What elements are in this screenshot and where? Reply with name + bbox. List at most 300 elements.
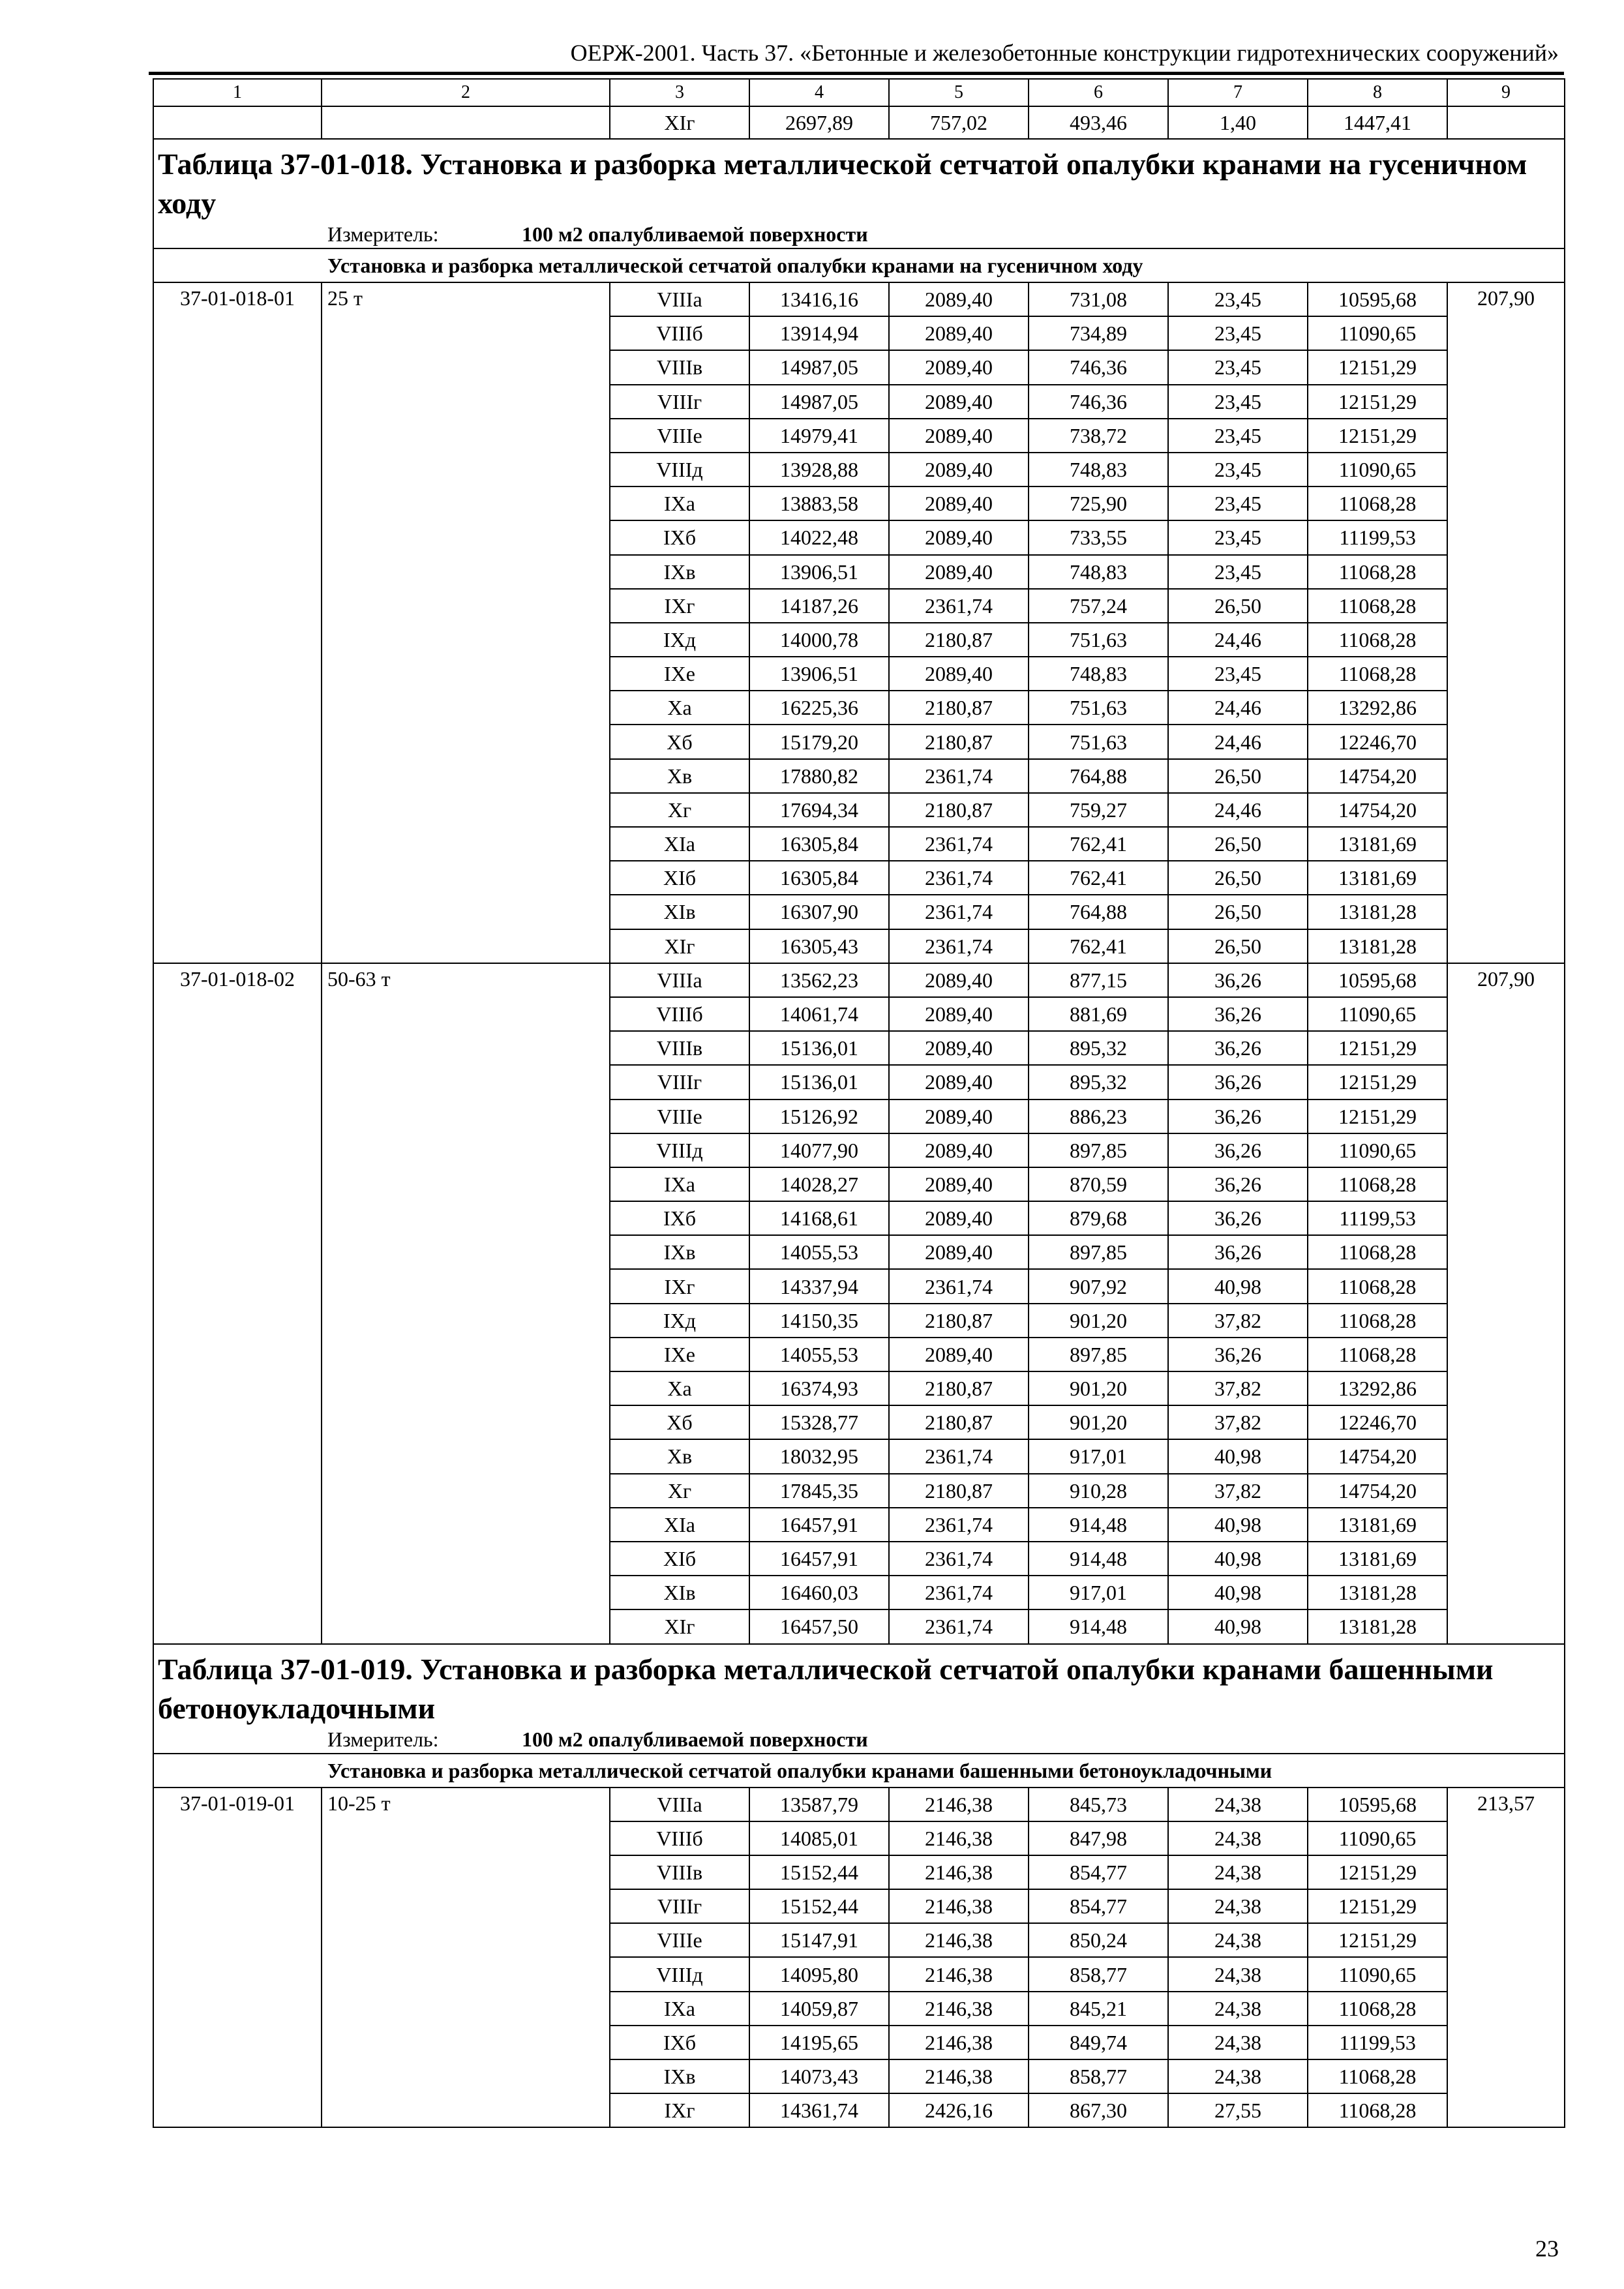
value-cell: 748,83 [1029,453,1168,486]
value-cell: 15152,44 [749,1889,889,1923]
zone-cell: IXд [610,623,749,657]
measure-label: Измеритель: [327,1727,439,1751]
zone-cell: VIIIб [610,997,749,1031]
value-cell: 14000,78 [749,623,889,657]
value-cell: 15179,20 [749,725,889,758]
value-cell: 11068,28 [1308,623,1447,657]
value-cell: 23,45 [1168,385,1308,419]
value-cell: 12151,29 [1308,350,1447,384]
value-cell: 11090,65 [1308,1821,1447,1855]
running-header: ОЕРЖ-2001. Часть 37. «Бетонные и железобетонные конструкции гидротехнических сооружений» [570,40,1559,66]
column-number-row [153,79,1565,106]
value-cell: 14022,48 [749,520,889,554]
table-title: Таблица 37-01-019. Установка и разборка металлической сетчатой опалубки кранами башенными бетоноукладочными [153,1644,1565,1728]
value-cell: 24,38 [1168,1923,1308,1957]
value-cell: 870,59 [1029,1167,1168,1201]
value-cell: 13906,51 [749,657,889,691]
measure-label: Измеритель: [327,222,439,246]
value-cell: 16460,03 [749,1576,889,1609]
value-cell: 2089,40 [889,316,1029,350]
value-cell: 14754,20 [1308,1474,1447,1508]
value-cell: 2361,74 [889,1439,1029,1473]
value-cell: 751,63 [1029,725,1168,758]
value-cell: 17694,34 [749,793,889,827]
value-cell: 2089,40 [889,1031,1029,1065]
measure-cell [153,1728,1565,1754]
value-cell: 36,26 [1168,1235,1308,1269]
value-cell: 751,63 [1029,691,1168,725]
value-cell: 11090,65 [1308,316,1447,350]
zone-cell: IXб [610,2026,749,2059]
value-cell: 24,38 [1168,1889,1308,1923]
value-cell: 36,26 [1168,963,1308,997]
zone-cell: IXг [610,589,749,623]
value-cell: 24,46 [1168,725,1308,758]
value-cell: 40,98 [1168,1439,1308,1473]
value-cell: 36,26 [1168,1201,1308,1235]
table-title-row [153,139,1565,223]
value-cell: 751,63 [1029,623,1168,657]
zone-cell: IXг [610,2093,749,2127]
value-cell: 26,50 [1168,895,1308,929]
value-cell: 2361,74 [889,1609,1029,1643]
value-cell: 2089,40 [889,385,1029,419]
value-cell: 26,50 [1168,827,1308,861]
value-cell: 13587,79 [749,1788,889,1821]
value-cell: 14987,05 [749,350,889,384]
table-row [153,1788,1565,1821]
carryover-row [153,106,1565,139]
value-cell: 24,38 [1168,2026,1308,2059]
value-cell: 11068,28 [1308,1338,1447,1371]
value-cell: 11068,28 [1308,1269,1447,1303]
zone-cell: VIIIа [610,1788,749,1821]
value-cell: 12151,29 [1308,419,1447,453]
carryover-cell [1447,106,1565,139]
value-cell: 2180,87 [889,1371,1029,1405]
value-cell: 14187,26 [749,589,889,623]
carryover-cell [322,106,610,139]
value-cell: 14754,20 [1308,1439,1447,1473]
value-cell: 13292,86 [1308,691,1447,725]
value-cell: 897,85 [1029,1235,1168,1269]
zone-cell: VIIIб [610,316,749,350]
value-cell: 15147,91 [749,1923,889,1957]
zone-cell: VIIIг [610,385,749,419]
carryover-cell: 1,40 [1168,106,1308,139]
value-cell: 13181,69 [1308,827,1447,861]
value-cell: 2089,40 [889,453,1029,486]
value-cell: 12151,29 [1308,1855,1447,1889]
value-cell: 2089,40 [889,350,1029,384]
value-cell: 14195,65 [749,2026,889,2059]
table-title: Таблица 37-01-018. Установка и разборка металлической сетчатой опалубки кранами на гусеничном ходу [153,139,1565,223]
zone-cell: VIIIа [610,963,749,997]
value-cell: 2089,40 [889,1100,1029,1133]
value-cell: 14055,53 [749,1338,889,1371]
column-number-cell: 7 [1168,79,1308,106]
value-cell: 14361,74 [749,2093,889,2127]
zone-cell: Xв [610,759,749,793]
value-cell: 748,83 [1029,657,1168,691]
value-cell: 23,45 [1168,520,1308,554]
zone-cell: XIб [610,861,749,895]
value-cell: 759,27 [1029,793,1168,827]
zone-cell: Xа [610,691,749,725]
value-cell: 2361,74 [889,1542,1029,1576]
column-number-cell: 1 [153,79,322,106]
rate-col9: 213,57 [1447,1788,1565,2128]
zone-cell: IXа [610,1167,749,1201]
value-cell: 11068,28 [1308,2093,1447,2127]
value-cell: 762,41 [1029,861,1168,895]
value-cell: 2361,74 [889,861,1029,895]
value-cell: 901,20 [1029,1405,1168,1439]
zone-cell: Xа [610,1371,749,1405]
value-cell: 37,82 [1168,1405,1308,1439]
value-cell: 11090,65 [1308,453,1447,486]
zone-cell: VIIIд [610,453,749,486]
value-cell: 16225,36 [749,691,889,725]
value-cell: 37,82 [1168,1304,1308,1338]
value-cell: 24,38 [1168,1788,1308,1821]
zone-cell: XIб [610,1542,749,1576]
value-cell: 2089,40 [889,1235,1029,1269]
value-cell: 14095,80 [749,1957,889,1991]
value-cell: 2089,40 [889,419,1029,453]
value-cell: 858,77 [1029,2059,1168,2093]
value-cell: 12151,29 [1308,1031,1447,1065]
value-cell: 24,38 [1168,2059,1308,2093]
measure-row [153,1728,1565,1754]
value-cell: 13906,51 [749,555,889,589]
value-cell: 897,85 [1029,1338,1168,1371]
value-cell: 881,69 [1029,997,1168,1031]
value-cell: 24,38 [1168,1992,1308,2026]
value-cell: 867,30 [1029,2093,1168,2127]
value-cell: 24,38 [1168,1855,1308,1889]
value-cell: 23,45 [1168,419,1308,453]
value-cell: 36,26 [1168,1100,1308,1133]
value-cell: 762,41 [1029,827,1168,861]
carryover-cell: 493,46 [1029,106,1168,139]
value-cell: 13914,94 [749,316,889,350]
value-cell: 15136,01 [749,1065,889,1099]
zone-cell: VIIIг [610,1889,749,1923]
column-number-cell: 4 [749,79,889,106]
value-cell: 12151,29 [1308,1923,1447,1957]
value-cell: 2089,40 [889,282,1029,316]
value-cell: 2146,38 [889,1957,1029,1991]
value-cell: 10595,68 [1308,1788,1447,1821]
value-cell: 914,48 [1029,1508,1168,1542]
value-cell: 731,08 [1029,282,1168,316]
value-cell: 917,01 [1029,1576,1168,1609]
zone-cell: VIIIв [610,350,749,384]
value-cell: 2089,40 [889,1338,1029,1371]
value-cell: 2180,87 [889,623,1029,657]
column-number-cell: 2 [322,79,610,106]
value-cell: 877,15 [1029,963,1168,997]
value-cell: 14150,35 [749,1304,889,1338]
rate-code: 37-01-018-02 [153,963,322,1644]
value-cell: 11199,53 [1308,1201,1447,1235]
value-cell: 11090,65 [1308,1957,1447,1991]
value-cell: 13928,88 [749,453,889,486]
rate-code: 37-01-019-01 [153,1788,322,2128]
table-subtitle: Установка и разборка металлической сетчатой опалубки кранами на гусеничном ходу [153,248,1565,282]
zone-cell: VIIIв [610,1031,749,1065]
value-cell: 26,50 [1168,589,1308,623]
value-cell: 734,89 [1029,316,1168,350]
value-cell: 11068,28 [1308,1235,1447,1269]
zone-cell: XIа [610,1508,749,1542]
value-cell: 13562,23 [749,963,889,997]
table-subtitle-row [153,248,1565,282]
value-cell: 17880,82 [749,759,889,793]
value-cell: 2089,40 [889,1133,1029,1167]
value-cell: 2361,74 [889,895,1029,929]
value-cell: 14754,20 [1308,759,1447,793]
value-cell: 24,38 [1168,1821,1308,1855]
value-cell: 757,24 [1029,589,1168,623]
value-cell: 12246,70 [1308,1405,1447,1439]
value-cell: 16307,90 [749,895,889,929]
value-cell: 15152,44 [749,1855,889,1889]
value-cell: 11199,53 [1308,2026,1447,2059]
value-cell: 850,24 [1029,1923,1168,1957]
value-cell: 725,90 [1029,486,1168,520]
value-cell: 845,73 [1029,1788,1168,1821]
page-number: 23 [1535,2236,1559,2262]
value-cell: 11090,65 [1308,1133,1447,1167]
value-cell: 10595,68 [1308,963,1447,997]
value-cell: 13181,28 [1308,895,1447,929]
zone-cell: XIа [610,827,749,861]
value-cell: 2426,16 [889,2093,1029,2127]
value-cell: 11090,65 [1308,997,1447,1031]
table-row [153,282,1565,316]
value-cell: 2361,74 [889,929,1029,963]
value-cell: 14073,43 [749,2059,889,2093]
value-cell: 23,45 [1168,316,1308,350]
value-cell: 16457,91 [749,1542,889,1576]
value-cell: 879,68 [1029,1201,1168,1235]
value-cell: 897,85 [1029,1133,1168,1167]
measure-value: 100 м2 опалубливаемой поверхности [522,1727,868,1751]
zone-cell: IXв [610,1235,749,1269]
zone-cell: XIг [610,929,749,963]
value-cell: 13181,69 [1308,1508,1447,1542]
value-cell: 2146,38 [889,2026,1029,2059]
value-cell: 36,26 [1168,997,1308,1031]
value-cell: 17845,35 [749,1474,889,1508]
value-cell: 847,98 [1029,1821,1168,1855]
zone-cell: IXб [610,520,749,554]
zone-cell: XIг [610,1609,749,1643]
zone-cell: VIIIа [610,282,749,316]
value-cell: 2089,40 [889,1065,1029,1099]
zone-cell: VIIIе [610,1923,749,1957]
value-cell: 16374,93 [749,1371,889,1405]
value-cell: 13181,69 [1308,1542,1447,1576]
value-cell: 917,01 [1029,1439,1168,1473]
value-cell: 15328,77 [749,1405,889,1439]
value-cell: 914,48 [1029,1609,1168,1643]
zone-cell: Xв [610,1439,749,1473]
measure-value: 100 м2 опалубливаемой поверхности [522,222,868,246]
value-cell: 2089,40 [889,997,1029,1031]
value-cell: 12151,29 [1308,1889,1447,1923]
value-cell: 886,23 [1029,1100,1168,1133]
value-cell: 40,98 [1168,1269,1308,1303]
value-cell: 845,21 [1029,1992,1168,2026]
rate-col9: 207,90 [1447,963,1565,1644]
value-cell: 15126,92 [749,1100,889,1133]
value-cell: 2146,38 [889,2059,1029,2093]
value-cell: 2180,87 [889,793,1029,827]
value-cell: 764,88 [1029,895,1168,929]
value-cell: 24,46 [1168,793,1308,827]
value-cell: 2089,40 [889,486,1029,520]
value-cell: 854,77 [1029,1889,1168,1923]
value-cell: 11199,53 [1308,520,1447,554]
value-cell: 16305,84 [749,827,889,861]
value-cell: 18032,95 [749,1439,889,1473]
value-cell: 2146,38 [889,1821,1029,1855]
value-cell: 23,45 [1168,486,1308,520]
rate-col9: 207,90 [1447,282,1565,963]
value-cell: 2089,40 [889,963,1029,997]
value-cell: 23,45 [1168,453,1308,486]
zone-cell: IXв [610,2059,749,2093]
value-cell: 14979,41 [749,419,889,453]
value-cell: 2180,87 [889,691,1029,725]
value-cell: 2361,74 [889,1576,1029,1609]
value-cell: 37,82 [1168,1371,1308,1405]
value-cell: 24,46 [1168,691,1308,725]
value-cell: 14077,90 [749,1133,889,1167]
zone-cell: IXе [610,1338,749,1371]
value-cell: 2180,87 [889,1304,1029,1338]
carryover-cell [153,106,322,139]
value-cell: 2146,38 [889,1855,1029,1889]
value-cell: 24,46 [1168,623,1308,657]
value-cell: 40,98 [1168,1542,1308,1576]
value-cell: 12151,29 [1308,385,1447,419]
zone-cell: IXб [610,1201,749,1235]
header-rule [149,72,1564,75]
table-title-row [153,1644,1565,1728]
rate-code: 37-01-018-01 [153,282,322,963]
value-cell: 14987,05 [749,385,889,419]
zone-cell: XIв [610,1576,749,1609]
value-cell: 2146,38 [889,1923,1029,1957]
column-number-cell: 3 [610,79,749,106]
value-cell: 11068,28 [1308,1304,1447,1338]
value-cell: 2361,74 [889,589,1029,623]
zone-cell: Xб [610,1405,749,1439]
value-cell: 11068,28 [1308,1167,1447,1201]
value-cell: 36,26 [1168,1065,1308,1099]
value-cell: 23,45 [1168,555,1308,589]
zone-cell: IXд [610,1304,749,1338]
zone-cell: IXг [610,1269,749,1303]
value-cell: 746,36 [1029,350,1168,384]
zone-cell: Xг [610,793,749,827]
value-cell: 2361,74 [889,759,1029,793]
value-cell: 901,20 [1029,1371,1168,1405]
rate-name: 50-63 т [322,963,610,1644]
value-cell: 40,98 [1168,1609,1308,1643]
zone-cell: VIIIе [610,1100,749,1133]
value-cell: 12151,29 [1308,1065,1447,1099]
zone-cell: Xг [610,1474,749,1508]
value-cell: 2089,40 [889,657,1029,691]
value-cell: 10595,68 [1308,282,1447,316]
zone-cell: XIв [610,895,749,929]
measure-cell [153,223,1565,248]
rate-name: 10-25 т [322,1788,610,2128]
value-cell: 13181,28 [1308,1576,1447,1609]
value-cell: 854,77 [1029,1855,1168,1889]
zone-cell: VIIIд [610,1957,749,1991]
value-cell: 14059,87 [749,1992,889,2026]
value-cell: 14055,53 [749,1235,889,1269]
value-cell: 738,72 [1029,419,1168,453]
table-subtitle: Установка и разборка металлической сетчатой опалубки кранами башенными бетоноукладочными [153,1754,1565,1788]
zone-cell: VIIIб [610,1821,749,1855]
value-cell: 13181,28 [1308,929,1447,963]
column-number-cell: 8 [1308,79,1447,106]
value-cell: 2089,40 [889,1201,1029,1235]
carryover-cell: XIг [610,106,749,139]
value-cell: 2089,40 [889,1167,1029,1201]
value-cell: 2180,87 [889,1474,1029,1508]
value-cell: 26,50 [1168,861,1308,895]
value-cell: 14028,27 [749,1167,889,1201]
zone-cell: VIIIд [610,1133,749,1167]
value-cell: 11068,28 [1308,2059,1447,2093]
value-cell: 910,28 [1029,1474,1168,1508]
zone-cell: IXе [610,657,749,691]
column-number-cell: 5 [889,79,1029,106]
table-row [153,963,1565,997]
value-cell: 895,32 [1029,1065,1168,1099]
zone-cell: VIIIе [610,419,749,453]
carryover-cell: 757,02 [889,106,1029,139]
value-cell: 13181,69 [1308,861,1447,895]
value-cell: 13181,28 [1308,1609,1447,1643]
measure-row [153,223,1565,248]
carryover-cell: 2697,89 [749,106,889,139]
value-cell: 23,45 [1168,282,1308,316]
value-cell: 14061,74 [749,997,889,1031]
value-cell: 24,38 [1168,1957,1308,1991]
value-cell: 26,50 [1168,929,1308,963]
column-number-cell: 9 [1447,79,1565,106]
value-cell: 23,45 [1168,657,1308,691]
carryover-cell: 1447,41 [1308,106,1447,139]
zone-cell: IXа [610,1992,749,2026]
value-cell: 16305,43 [749,929,889,963]
value-cell: 11068,28 [1308,486,1447,520]
value-cell: 746,36 [1029,385,1168,419]
zone-cell: IXа [610,486,749,520]
value-cell: 16457,50 [749,1609,889,1643]
zone-cell: IXв [610,555,749,589]
value-cell: 914,48 [1029,1542,1168,1576]
